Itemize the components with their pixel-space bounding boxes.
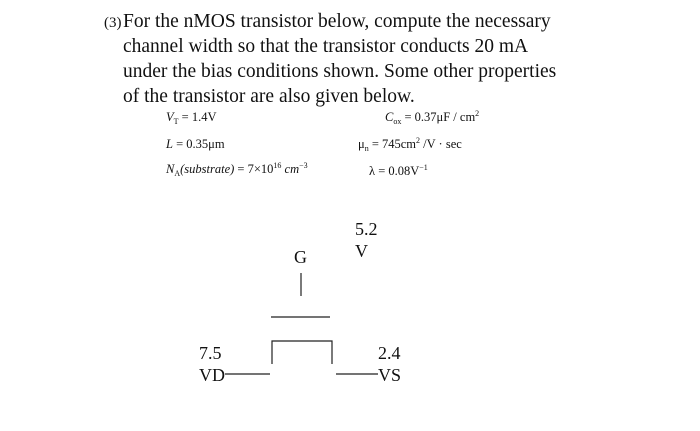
param-mu-value: = 745cm [368,137,417,151]
problem-line-4: of the transistor are also given below. [123,86,415,107]
param-mu-tail: /V · sec [420,137,462,151]
param-na-value: = 7×10 [234,162,274,176]
param-mu-sub: n [364,144,369,153]
param-lambda-symbol: λ [369,164,376,178]
param-l-symbol: L [166,137,173,151]
param-l-value: = 0.35μm [172,137,225,151]
gate-voltage-unit: V [355,241,368,261]
param-na-symbol: N [166,162,175,176]
gate-label: G [294,247,307,267]
param-mu-symbol: μ [358,137,365,151]
param-cox-value: = 0.37μF / cm [401,110,476,124]
param-vt-sub: T [173,117,179,126]
problem-line-3: under the bias conditions shown. Some other properties [123,61,557,82]
param-na-unit-sup: −3 [299,161,308,170]
param-cox-sub: ox [393,117,402,126]
source-label: VS [378,365,402,385]
param-vt-value: = 1.4V [178,110,217,124]
param-na-sup: 16 [273,161,282,170]
problem-line-1: For the nMOS transistor below, compute the necessary [123,11,551,32]
param-na-unit: cm [281,162,300,176]
param-na-desc: (substrate) [180,162,235,176]
channel-line [272,341,332,364]
param-cox-sup: 2 [475,109,480,118]
gate-voltage-value: 5.2 [355,219,378,239]
drain-voltage-value: 7.5 [199,343,222,363]
source-voltage-value: 2.4 [378,343,401,363]
problem-line-2: channel width so that the transistor conducts 20 mA [123,36,529,57]
param-lambda-value: = 0.08V [375,164,420,178]
param-lambda-sup: −1 [419,163,428,172]
param-cox-symbol: C [385,110,394,124]
param-na-sub: A [174,169,181,178]
drain-label: VD [199,365,225,385]
param-vt-symbol: V [166,110,174,124]
param-mu-sup: 2 [416,136,421,145]
problem-number: (3) [104,15,122,31]
